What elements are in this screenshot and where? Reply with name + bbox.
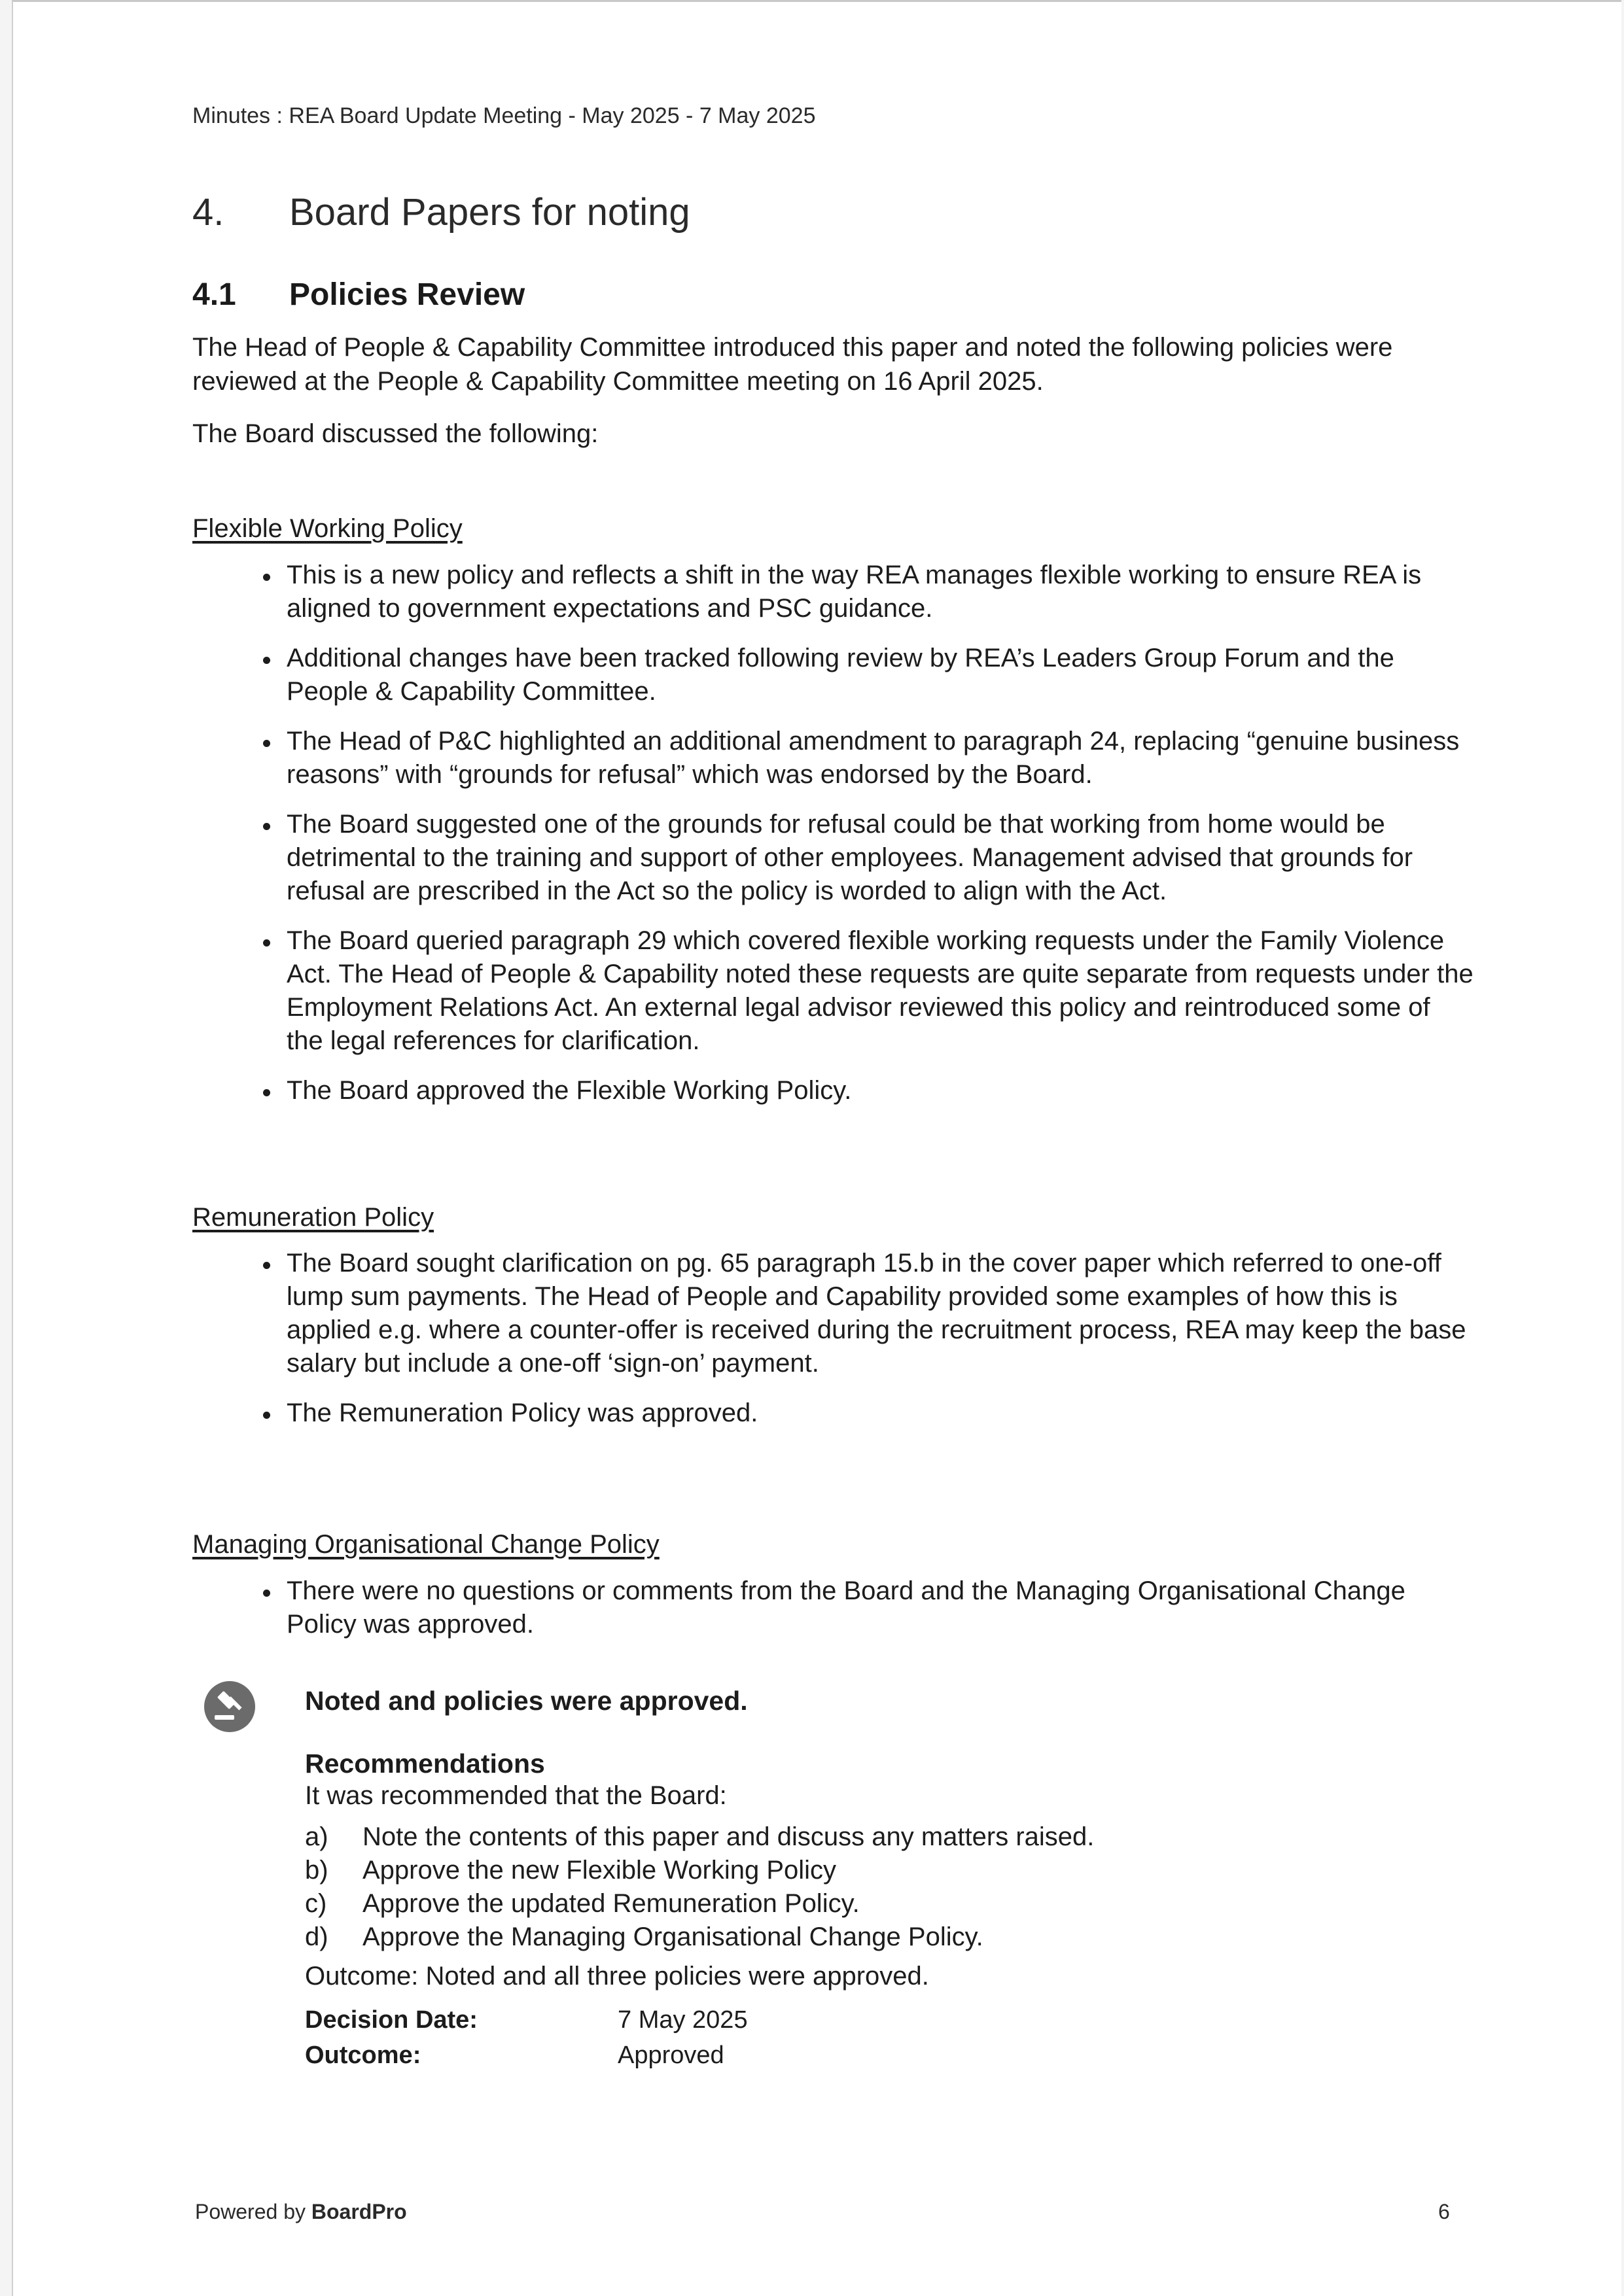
powered-by-prefix: Powered by (195, 2200, 311, 2223)
list-item-text: Approve the Managing Organisational Change Policy. (362, 1922, 983, 1951)
flexible-policy-list (191, 559, 1474, 1124)
flexible-policy-heading: Flexible Working Policy (192, 514, 463, 543)
subsection-heading (192, 277, 525, 313)
list-item: The Remuneration Policy was approved. (191, 1397, 1474, 1430)
section-number: 4. (192, 191, 224, 234)
list-item: The Board queried paragraph 29 which covered flexible working requests under the Family Violence Act. The Head of People & Capability noted these requests are quite separate from requests under the Employment Relations Act. An external legal advisor reviewed this policy and reintroduced some of the legal references for clarification. (191, 924, 1474, 1058)
list-item (305, 1887, 1094, 1921)
list-item: There were no questions or comments from the Board and the Managing Organisational Change Policy was approved. (191, 1574, 1474, 1641)
section-title: Board Papers for noting (289, 191, 690, 234)
list-item-letter: b) (305, 1856, 328, 1885)
section-heading (192, 190, 690, 234)
intro-paragraph: The Head of People & Capability Committee introduced this paper and noted the following policies were reviewed at the People & Capability Committee meeting on 16 April 2025. (192, 333, 1393, 396)
subsection-number: 4.1 (192, 277, 236, 312)
remuneration-policy-heading: Remuneration Policy (192, 1203, 434, 1232)
outcome-row (305, 2038, 748, 2073)
decision-date-value: 7 May 2025 (618, 2006, 748, 2034)
list-item (305, 1820, 1094, 1854)
list-item-text: Note the contents of this paper and discuss any matters raised. (362, 1822, 1095, 1851)
recommendations-list (305, 1820, 1094, 1954)
outcome-label: Outcome: (305, 2042, 421, 2069)
list-item (305, 1854, 1094, 1887)
list-item (305, 1921, 1094, 1954)
document-page (12, 0, 1621, 2296)
intro-paragraph-2: The Board discussed the following: (192, 419, 599, 448)
page-number: 6 (1438, 2200, 1450, 2223)
decision-details (305, 2002, 748, 2073)
decision-date-row (305, 2002, 748, 2038)
list-item: The Board suggested one of the grounds for refusal could be that working from home would be detrimental to the training and support of other employees. Management advised that grounds for refusal are prescribed in the Act so the policy is worded to align with the Act. (191, 808, 1474, 908)
brand-name: BoardPro (311, 2200, 407, 2223)
list-item-text: Approve the updated Remuneration Policy. (362, 1889, 860, 1918)
list-item: Additional changes have been tracked following review by REA’s Leaders Group Forum and the People & Capability Committee. (191, 642, 1474, 708)
recommendations-intro: It was recommended that the Board: (305, 1781, 727, 1810)
list-item-letter: d) (305, 1922, 328, 1951)
list-item-letter: c) (305, 1889, 327, 1918)
page-header: Minutes : REA Board Update Meeting - May 2025 - 7 May 2025 (192, 103, 816, 128)
list-item-text: Approve the new Flexible Working Policy (362, 1856, 837, 1885)
subsection-title: Policies Review (289, 277, 525, 312)
list-item: The Board approved the Flexible Working Policy. (191, 1074, 1474, 1107)
outcome-value: Approved (618, 2042, 724, 2069)
change-policy-heading: Managing Organisational Change Policy (192, 1530, 660, 1559)
remuneration-policy-list (191, 1247, 1474, 1446)
powered-by (195, 2200, 407, 2224)
list-item-letter: a) (305, 1822, 328, 1851)
gavel-icon (204, 1681, 255, 1732)
decision-date-label: Decision Date: (305, 2006, 478, 2034)
change-policy-list (191, 1574, 1474, 1658)
list-item: The Board sought clarification on pg. 65 paragraph 15.b in the cover paper which referred to one-off lump sum payments. The Head of People and Capability provided some examples of how this is applied e.g. where a counter-offer is received during the recruitment process, REA may keep the base salary but include a one-off ‘sign-on’ payment. (191, 1247, 1474, 1380)
recommendations-heading: Recommendations (305, 1748, 545, 1779)
outcome-statement: Outcome: Noted and all three policies were approved. (305, 1962, 929, 1991)
list-item: This is a new policy and reflects a shift in the way REA manages flexible working to ensure REA is aligned to government expectations and PSC guidance. (191, 559, 1474, 625)
noted-statement: Noted and policies were approved. (305, 1686, 748, 1716)
list-item: The Head of P&C highlighted an additional amendment to paragraph 24, replacing “genuine business reasons” with “grounds for refusal” which was endorsed by the Board. (191, 725, 1474, 791)
